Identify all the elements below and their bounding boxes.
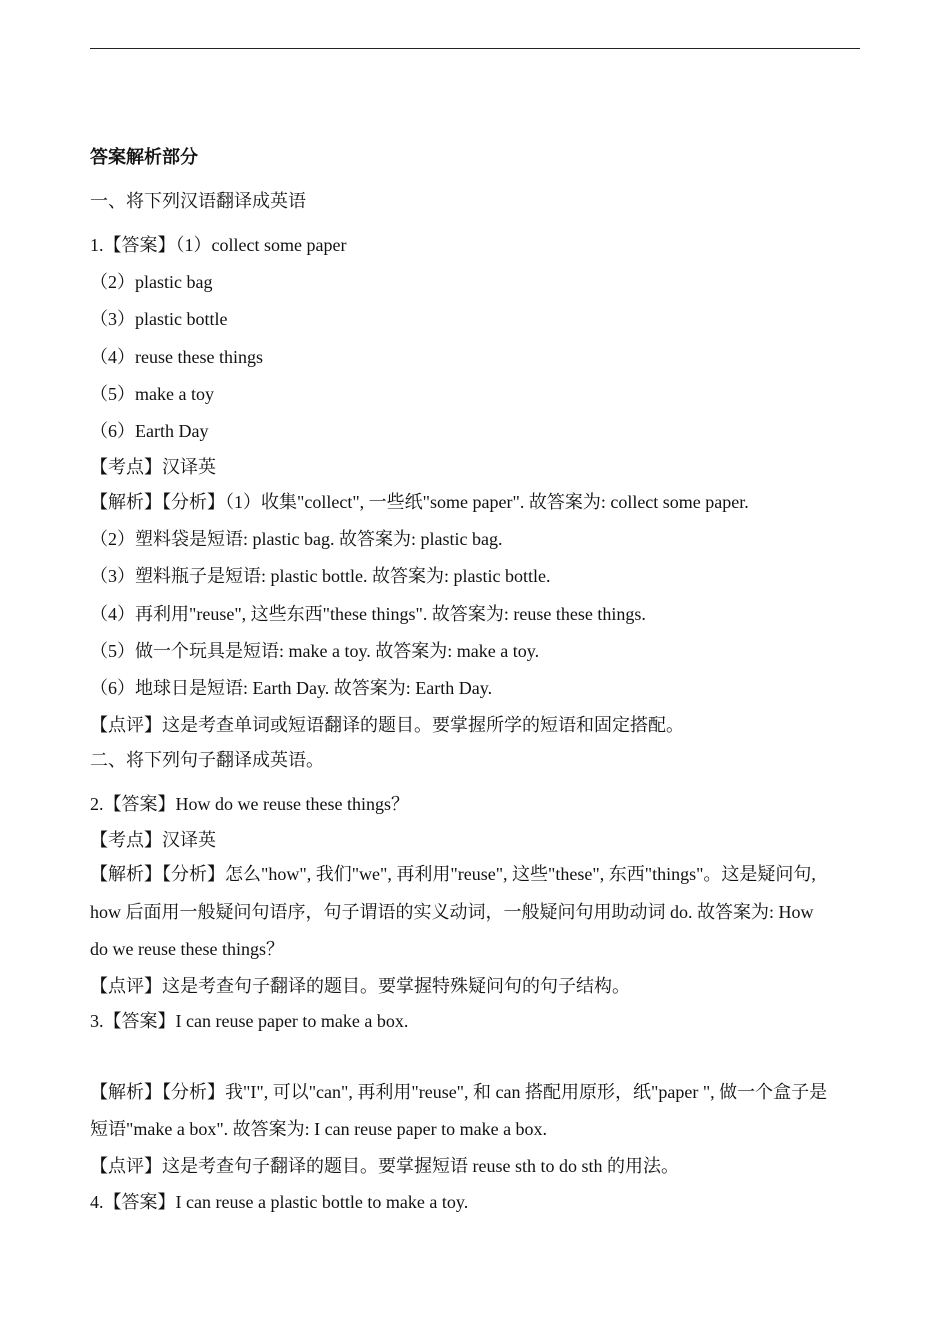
text-line: 【解析】【分析】（1）收集"collect", 一些纸"some paper". 故答案为: collect some paper. (90, 492, 749, 512)
text-line: 【解析】【分析】怎么"how", 我们"we", 再利用"reuse", 这些"these", 东西"things"。这是疑问句, (90, 864, 816, 884)
text-line: （2）plastic bag (90, 272, 213, 292)
text-line: （3）塑料瓶子是短语: plastic bottle. 故答案为: plastic bottle. (90, 566, 551, 586)
text-line: （4）reuse these things (90, 347, 263, 367)
text-line: 一、将下列汉语翻译成英语 (90, 191, 306, 211)
text-line: （6）地球日是短语: Earth Day. 故答案为: Earth Day. (90, 678, 493, 698)
text-line: 1.【答案】（1）collect some paper (90, 235, 347, 255)
text-line: 2.【答案】How do we reuse these things？ (90, 794, 409, 814)
text-line: 【考点】汉译英 (90, 457, 216, 477)
text-line: 【点评】这是考查单词或短语翻译的题目。要掌握所学的短语和固定搭配。 (90, 715, 684, 735)
text-line: 二、将下列句子翻译成英语。 (90, 750, 324, 770)
text-line: 【点评】这是考查句子翻译的题目。要掌握特殊疑问句的句子结构。 (90, 976, 630, 996)
text-line: do we reuse these things？ (90, 939, 284, 959)
text-line: （2）塑料袋是短语: plastic bag. 故答案为: plastic bag. (90, 529, 503, 549)
text-line: how 后面用一般疑问句语序，句子谓语的实义动词，一般疑问句用助动词 do. 故答案为: How (90, 902, 814, 922)
text-line: （4）再利用"reuse", 这些东西"these things". 故答案为: reuse these things. (90, 604, 646, 624)
text-line: （6）Earth Day (90, 421, 209, 441)
text-line: 3.【答案】I can reuse paper to make a box. (90, 1011, 409, 1031)
text-line: （5）make a toy (90, 384, 214, 404)
text-line: 【点评】这是考查句子翻译的题目。要掌握短语 reuse sth to do sth 的用法。 (90, 1156, 679, 1176)
text-line: 4.【答案】I can reuse a plastic bottle to make a toy. (90, 1192, 469, 1212)
text-line: 【考点】汉译英 (90, 830, 216, 850)
text-line: 【解析】【分析】我"I", 可以"can", 再利用"reuse", 和 can 搭配用原形，纸"paper ", 做一个盒子是 (90, 1082, 828, 1102)
text-line: （5）做一个玩具是短语: make a toy. 故答案为: make a toy. (90, 641, 540, 661)
text-line: 短语"make a box". 故答案为: I can reuse paper to make a box. (90, 1119, 548, 1139)
section-heading: 答案解析部分 (90, 147, 198, 167)
header-rule (90, 48, 860, 49)
text-line: （3）plastic bottle (90, 309, 228, 329)
